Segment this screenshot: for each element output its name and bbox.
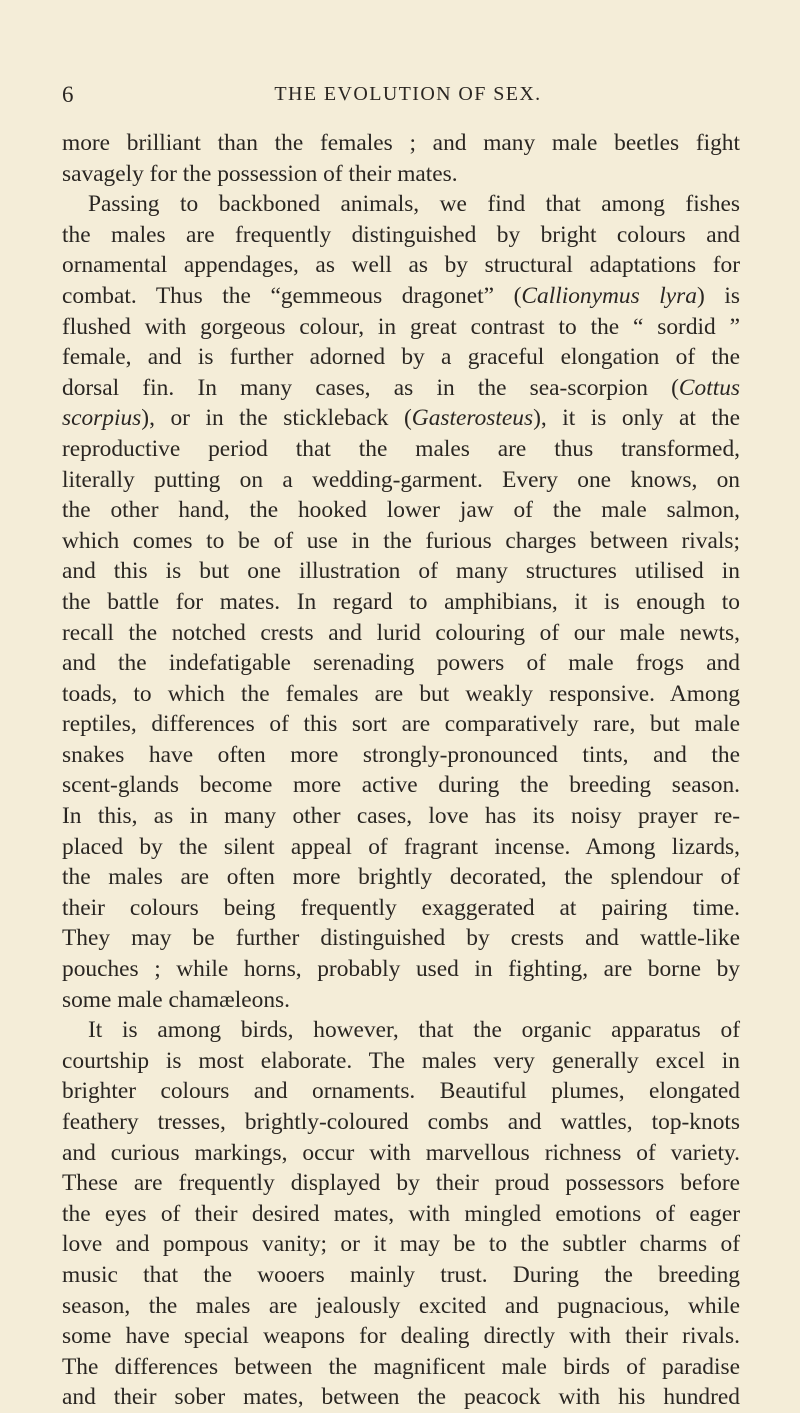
text-line: scorpius), or in the stickleback (Gasterosteus), it is only at the: [62, 405, 740, 432]
text-line: recall the notched crests and lurid colouring of our male newts,: [62, 619, 740, 646]
text-line: some male chamæleons.: [62, 986, 291, 1013]
text-line: scent-glands become more active during the breeding season.: [62, 772, 740, 799]
text-line: season, the males are jealously excited and pugnacious, while: [62, 1292, 740, 1319]
running-title: THE EVOLUTION OF SEX.: [274, 83, 542, 105]
text-line: pouches ; while horns, probably used in fighting, are borne by: [62, 956, 740, 983]
species-name: Callionymus lyra: [521, 282, 697, 309]
text-line: These are frequently displayed by their proud possessors before: [62, 1170, 740, 1197]
book-page: [62, 0, 740, 1411]
text-line: flushed with gorgeous colour, in great contrast to the “ sordid ”: [62, 313, 740, 340]
text-line: and this is but one illustration of many structures utilised in: [62, 558, 740, 585]
text-line: and the indefatigable serenading powers of male frogs and: [62, 650, 740, 677]
species-name: Gasterosteus: [411, 405, 534, 432]
text-line: brighter colours and ornaments. Beautiful plumes, elongated: [62, 1078, 740, 1105]
text-line: some have special weapons for dealing directly with their rivals.: [62, 1323, 740, 1350]
species-name: Cottus: [678, 374, 740, 401]
text-line: Passing to backboned animals, we find that among fishes: [88, 191, 740, 218]
text-line: the males are frequently distinguished by bright colours and: [62, 221, 740, 248]
text-line: love and pompous vanity; or it may be to the subtler charms of: [62, 1231, 740, 1258]
text-line: the eyes of their desired mates, with mingled emotions of eager: [62, 1200, 740, 1227]
text-line: They may be further distinguished by crests and wattle-like: [62, 925, 740, 952]
page-header: [62, 82, 740, 112]
text-line: ornamental appendages, as well as by structural adaptations for: [62, 252, 740, 279]
text-line: savagely for the possession of their mates.: [62, 160, 458, 187]
text-line: reptiles, differences of this sort are comparatively rare, but male: [62, 711, 740, 738]
text-line: placed by the silent appeal of fragrant incense. Among lizards,: [62, 833, 740, 860]
text-line: combat. Thus the “gemmeous dragonet” (Callionymus lyra) is: [62, 282, 740, 309]
text-line: and their sober mates, between the peacock with his hundred: [62, 1384, 740, 1411]
text-line: snakes have often more strongly-pronounced tints, and the: [62, 741, 740, 768]
text-line: their colours being frequently exaggerated at pairing time.: [62, 894, 740, 921]
text-line: the males are often more brightly decorated, the splendour of: [62, 864, 740, 891]
text-line: literally putting on a wedding-garment. Every one knows, on: [62, 466, 740, 493]
body-text: [62, 128, 740, 1413]
page-number: 6: [62, 82, 74, 107]
text-line: The differences between the magnificent male birds of paradise: [62, 1353, 740, 1380]
text-line: reproductive period that the males are thus transformed,: [62, 435, 740, 462]
text-line: feathery tresses, brightly-coloured combs and wattles, top-knots: [62, 1109, 740, 1135]
text-line: In this, as in many other cases, love has its noisy prayer re-: [62, 803, 740, 830]
text-line: toads, to which the females are but weakly responsive. Among: [62, 680, 740, 707]
text-line: courtship is most elaborate. The males very generally excel in: [62, 1047, 740, 1074]
text-line: music that the wooers mainly trust. During the breeding: [62, 1261, 740, 1288]
text-line: female, and is further adorned by a graceful elongation of the: [62, 344, 740, 371]
text-line: and curious markings, occur with marvellous richness of variety.: [62, 1139, 740, 1166]
text-line: more brilliant than the females ; and many male beetles fight: [62, 130, 740, 156]
text-line: the other hand, the hooked lower jaw of the male salmon,: [62, 497, 740, 524]
text-line: It is among birds, however, that the organic apparatus of: [88, 1017, 740, 1044]
species-name: scorpius: [62, 405, 142, 432]
text-line: which comes to be of use in the furious charges between rivals;: [62, 527, 740, 554]
text-line: the battle for mates. In regard to amphibians, it is enough to: [62, 588, 740, 615]
text-line: dorsal fin. In many cases, as in the sea-scorpion (Cottus: [62, 374, 740, 401]
